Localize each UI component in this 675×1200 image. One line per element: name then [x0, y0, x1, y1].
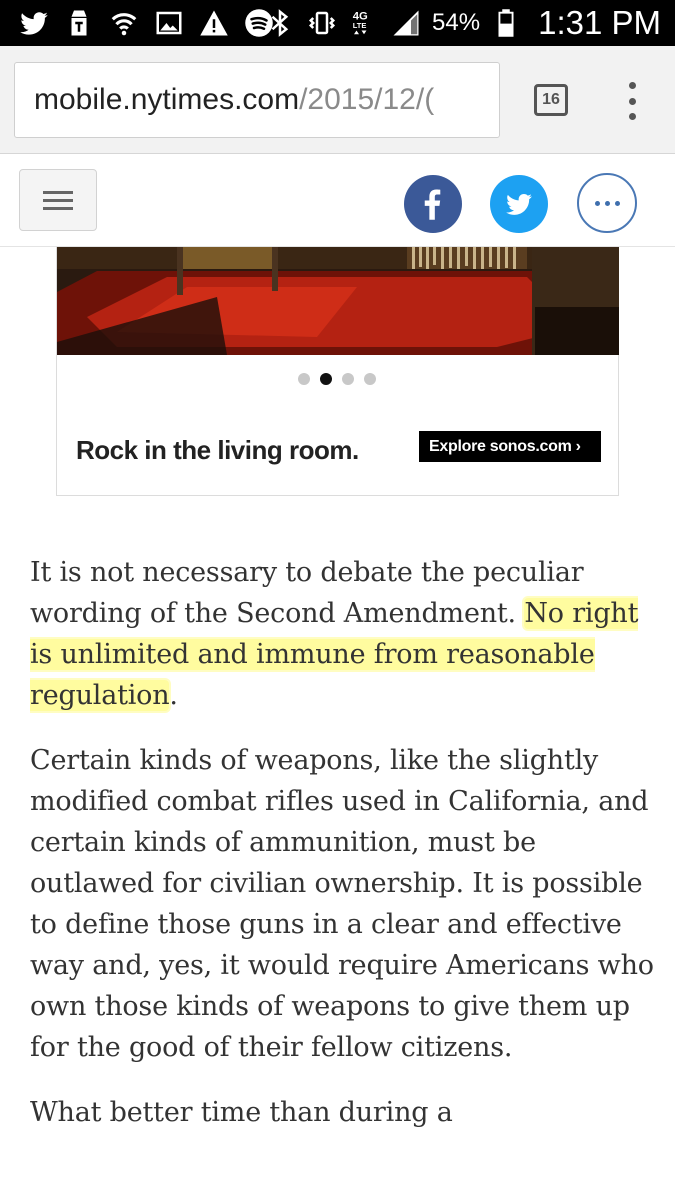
signal-icon	[390, 7, 422, 39]
facebook-icon	[418, 187, 448, 221]
browser-toolbar	[0, 46, 675, 154]
hamburger-menu-button[interactable]	[19, 169, 97, 231]
article-body	[30, 552, 655, 1157]
article-paragraph	[30, 552, 655, 716]
twitter-icon	[18, 7, 50, 39]
menu-dot	[629, 113, 636, 120]
twitter-share-button[interactable]	[490, 175, 548, 233]
menu-dot	[629, 82, 636, 89]
carousel-dot[interactable]	[342, 373, 354, 385]
ad-image	[57, 247, 619, 355]
more-icon	[595, 201, 620, 206]
carousel-indicator	[298, 373, 376, 385]
svg-text:4G: 4G	[352, 10, 368, 23]
facebook-share-button[interactable]	[404, 175, 462, 233]
highlighted-text: No right is unlimited and immune from reasonable regulation	[30, 598, 639, 711]
url-path: /2015/12/(	[299, 83, 435, 116]
tab-switcher-button[interactable]: 16	[534, 84, 568, 116]
more-share-button[interactable]	[577, 173, 637, 233]
notification-icons	[18, 5, 275, 41]
site-header	[0, 155, 675, 247]
carousel-dot[interactable]	[364, 373, 376, 385]
ad-headline: Rock in the living room.	[76, 435, 359, 465]
system-indicators	[264, 0, 661, 46]
article-paragraph: What better time than during a	[30, 1097, 453, 1128]
paragraph-text: It is not necessary to debate the peculiar wording of the Second Amendment.	[30, 557, 584, 629]
paragraph-text: .	[169, 680, 178, 711]
carousel-dot-active[interactable]	[320, 373, 332, 385]
twitter-icon	[503, 190, 535, 218]
article-paragraph: Certain kinds of weapons, like the slightly modified combat rifles used in California, and certain kinds of ammunition, must be outlawed for civilian ownership. It is possible to define those guns in a clear and effective way and, yes, it would require Americans who own those kinds of weapons to give them up for the good of their fellow citizens.	[30, 745, 654, 1063]
menu-bar	[43, 207, 73, 210]
svg-text:LTE: LTE	[352, 21, 367, 30]
menu-bar	[43, 191, 73, 194]
address-bar[interactable]	[14, 62, 500, 138]
gallery-icon	[153, 7, 185, 39]
sonos-ad[interactable]	[56, 247, 619, 496]
carousel-dot[interactable]	[298, 373, 310, 385]
menu-dot	[629, 98, 636, 105]
battery-percent: 54%	[432, 9, 481, 36]
ad-cta-button[interactable]: Explore sonos.com ›	[419, 431, 601, 462]
overflow-menu-button[interactable]	[620, 82, 644, 120]
warning-icon	[198, 7, 230, 39]
4g-lte-icon	[348, 7, 380, 39]
vibrate-icon	[306, 7, 338, 39]
t-mobile-icon	[63, 7, 95, 39]
url-host: mobile.nytimes.com	[34, 83, 300, 116]
battery-icon	[490, 7, 522, 39]
wifi-calling-icon	[108, 7, 140, 39]
menu-bar	[43, 199, 73, 202]
bluetooth-icon	[264, 7, 296, 39]
status-bar	[0, 0, 675, 46]
clock: 1:31 PM	[538, 4, 661, 41]
